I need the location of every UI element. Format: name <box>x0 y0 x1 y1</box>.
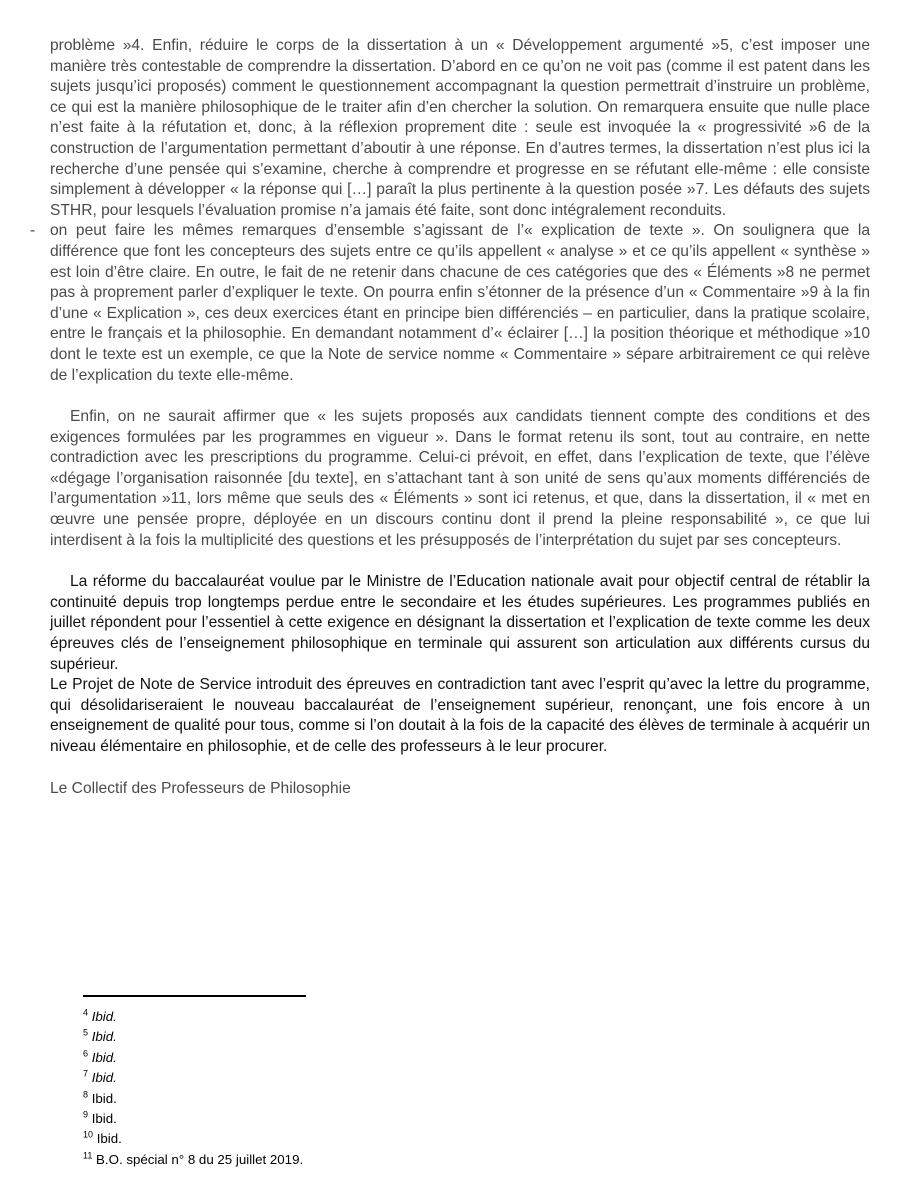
footnote-item <box>83 1089 303 1109</box>
footnotes <box>83 1007 303 1170</box>
paragraph-conclusion <box>50 675 870 757</box>
paragraph-reforme <box>50 572 870 675</box>
footnote-number: 10 <box>83 1130 94 1141</box>
footnote-item <box>83 1068 303 1088</box>
footnote-number: 11 <box>83 1150 93 1161</box>
paragraph-text: on peut faire les mêmes remarques d’ensemble s’agissant de l’« explication de texte ». On soulignera que la différence que font les concepteurs des sujets entre ce qu’ils appellent « analyse » et ce qu’ils appellent « synthèse » est loin d’être claire. En outre, le fait de ne retenir dans chacune de ces catégories que des « Éléments »8 ne permet pas à proprement parler d’expliquer le texte. On pourra enfin s’étonner de la présence d’un « Commentaire »9 à la fin d’une « Explication », ces deux exercices étant en principe bien différenciés – en particulier, dans la pratique scolaire, entre le français et la philosophie. En demandant notamment d’« éclairer […] la position théorique et méthodique »10 dont le texte est un exemple, ce que la Note de service nomme « Commentaire » sépare arbitrairement ce qui relève de l’explication du texte elle-même. <box>50 222 870 384</box>
footnote-number: 7 <box>83 1068 89 1079</box>
footnote-number: 6 <box>83 1048 89 1059</box>
footnote-number: 9 <box>83 1109 89 1120</box>
footnote-item <box>83 1129 303 1149</box>
footnote-item <box>83 1048 303 1068</box>
paragraph-programme <box>50 407 870 551</box>
paragraph-text: Le Projet de Note de Service introduit des épreuves en contradiction tant avec l’esprit qu’avec la lettre du programme, qui désolidariseraient le nouveau baccalauréat de l’enseignement supérieur, renonçant, une fois encore à un enseignement de qualité pour tous, comme si l’on doutait à la fois de la capacité des élèves de terminale à acquérir un niveau élémentaire en philosophie, et de celle des professeurs à le leur procurer. <box>50 676 870 755</box>
footnote-separator <box>83 995 306 997</box>
bullet-marker: - <box>30 222 36 240</box>
footnote-number: 5 <box>83 1027 89 1038</box>
paragraph-text: problème »4. Enfin, réduire le corps de la dissertation à un « Développement argumenté »5, c’est imposer une manière très contestable de comprendre la dissertation. D’abord en ce qu’on ne voit pas (comme il est patent dans les sujets jusqu’ici proposés) comment le questionnement accompagnant la question permettrait d’instruire un problème, ce qui est la manière philosophique de le traiter afin d’en chercher la solution. On remarquera ensuite que nulle place n’est faite à la réfutation et, donc, à la réflexion proprement dite : seule est invoquée la « progressivité »6 de la construction de l’argumentation permettant d’aboutir à une réponse. En d’autres termes, la dissertation n’est plus ici la recherche d’une pensée qui s’examine, cherche à comprendre et progresse en se réfutant elle-même : elle consiste simplement à développer « la réponse qui […] paraît la plus pertinente à la question posée »7. Les défauts des sujets STHR, pour lesquels l’évaluation promise n’a jamais été faite, sont donc intégralement reconduits. <box>50 37 870 219</box>
footnote-item <box>83 1027 303 1047</box>
footnote-number: 8 <box>83 1089 89 1100</box>
footnote-text: B.O. spécial n° 8 du 25 juillet 2019. <box>96 1151 304 1167</box>
footnote-text: Ibid. <box>91 1049 117 1065</box>
footnote-number: 4 <box>83 1007 89 1018</box>
footnote-text: Ibid. <box>91 1070 117 1086</box>
footnote-text: Ibid. <box>96 1131 122 1147</box>
footnote-item <box>83 1109 303 1129</box>
paragraph-text: Enfin, on ne saurait affirmer que « les sujets proposés aux candidats tiennent compte des conditions et des exigences formulées par les programmes en vigueur ». Dans le format retenu ils sont, tout au contraire, en nette contradiction avec les prescriptions du programme. Celui-ci prévoit, en effet, dans l’explication de texte, que l’élève «dégage l’organisation raisonnée [du texte], en s’attachant tant à son unité de sens qu’aux moments différenciés de l’argumentation »11, lors même que seuls des « Éléments » sont ici retenus, et que, dans la dissertation, il « met en œuvre une pensée propre, déployée en un discours continu dont il prend la pleine responsabilité », ce que lui interdisent à la fois la multiplicité des questions et les présupposés de l’interprétation du sujet par ses concepteurs. <box>50 408 870 549</box>
footnote-text: Ibid. <box>91 1029 117 1045</box>
footnote-item <box>83 1007 303 1027</box>
paragraph-explication <box>30 221 870 386</box>
footnote-text: Ibid. <box>91 1111 117 1127</box>
document-body <box>30 36 870 799</box>
footnote-item <box>83 1150 303 1170</box>
footnote-text: Ibid. <box>91 1009 117 1024</box>
paragraph-dissertation <box>50 36 870 221</box>
signature: Le Collectif des Professeurs de Philosophie <box>50 779 351 797</box>
paragraph-text: La réforme du baccalauréat voulue par le Ministre de l’Education nationale avait pour objectif central de rétablir la continuité depuis trop longtemps perdue entre le secondaire et les études supérieures. Les programmes publiés en juillet répondent pour l’essentiel à cette exigence en désignant la dissertation et l’explication de texte comme les deux épreuves clés de l’enseignement philosophique en terminale qui assurent son articulation aux différents cursus du supérieur. <box>50 573 870 673</box>
footnote-text: Ibid. <box>91 1090 117 1106</box>
